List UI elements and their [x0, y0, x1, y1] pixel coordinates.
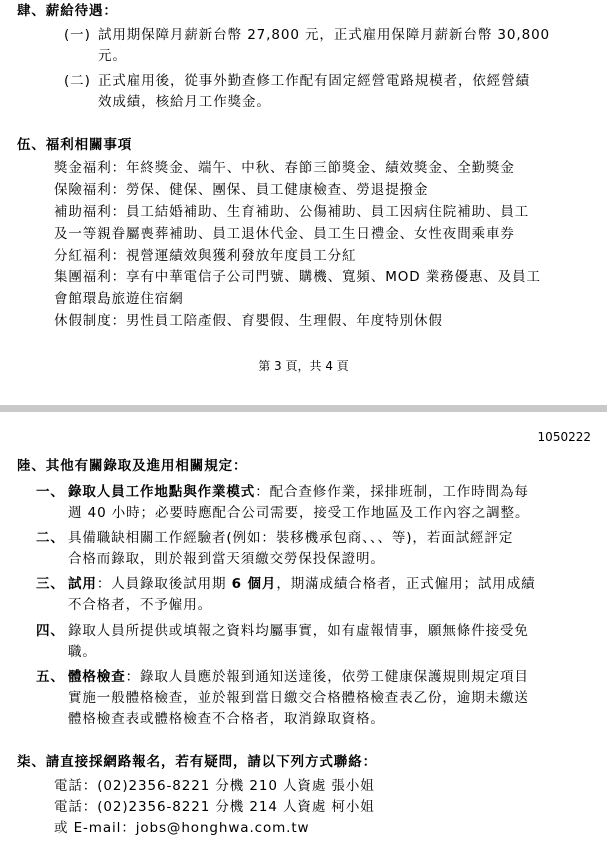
rule-5-number: 五、 — [36, 669, 65, 685]
rule-5-title: 體格檢查 — [68, 669, 126, 685]
section-4-item-1-line-2: 元。 — [98, 48, 127, 64]
contact-phone-1: 電話：(02)2356-8221 分機 210 人資處 張小姐 — [54, 778, 375, 794]
page-footer: 第 3 頁，共 4 頁 — [258, 359, 349, 373]
rule-3-number: 三、 — [36, 576, 65, 592]
rule-4-number: 四、 — [36, 623, 65, 639]
benefit-line: 集團福利：享有中華電信子公司門號、購機、寬頻、MOD 業務優惠、及員工 — [54, 269, 541, 285]
rule-1-number: 一、 — [36, 484, 65, 500]
benefit-line: 保險福利：勞保、健保、團保、員工健康檢查、勞退提撥金 — [54, 182, 429, 198]
rule-1-text: ：配合查修作業，採排班制，工作時間為每 — [255, 484, 529, 500]
rule-3-period: 6 個月 — [231, 576, 277, 592]
section-5-heading: 伍、福利相關事項 — [17, 137, 133, 153]
contact-phone-2: 電話：(02)2356-8221 分機 214 人資處 柯小姐 — [54, 799, 375, 815]
benefit-line: 及一等親眷屬喪葬補助、員工退休代金、員工生日禮金、女性夜間乘車券 — [54, 226, 515, 242]
rule-1-line-2: 週 40 小時；必要時應配合公司需要，接受工作地區及工作內容之調整。 — [68, 505, 530, 521]
rule-3-line-2: 不合格者，不予僱用。 — [68, 597, 212, 613]
benefit-line: 獎金福利：年終獎金、端午、中秋、春節三節獎金、績效獎金、全勤獎金 — [54, 160, 515, 176]
rule-4-line-2: 職。 — [68, 644, 97, 660]
rule-3-text-a: ：人員錄取後試用期 — [96, 576, 232, 592]
rule-3-line-1 — [68, 574, 536, 594]
rule-5-line-3: 體格檢查表或體格檢查不合格者，取消錄取資格。 — [68, 711, 385, 727]
benefit-line: 休假制度：男性員工陪產假、育嬰假、生理假、年度特別休假 — [54, 313, 443, 329]
section-4-item-2-number: (二) — [64, 73, 91, 89]
rule-5-text: ：錄取人員應於報到通知送達後，依勞工健康保護規則規定項目 — [125, 669, 529, 685]
rule-1-title: 錄取人員工作地點與作業模式 — [68, 484, 256, 500]
benefit-line: 會館環島旅遊住宿網 — [54, 291, 184, 307]
section-4-item-2-line-1: 正式雇用後，從事外勤查修工作配有固定經營電路規模者，依經營績 — [98, 73, 530, 89]
benefit-line: 分紅福利：視營運績效與獲利發放年度員工分紅 — [54, 248, 357, 264]
section-7-heading: 柒、請直接採網路報名，若有疑問，請以下列方式聯絡： — [17, 754, 377, 770]
rule-5-line-2: 實施一般體格檢查，並於報到當日繳交合格體格檢查表乙份，逾期未繳送 — [68, 690, 529, 706]
rule-2-line-1: 具備職缺相關工作經驗者(例如：裝移機承包商、、、等)，若面試經評定 — [68, 530, 514, 546]
section-4-item-1-line-1: 試用期保障月薪新台幣 27,800 元，正式雇用保障月薪新台幣 30,800 — [98, 27, 551, 43]
section-4-item-1-number: (一) — [64, 27, 91, 43]
rule-4-line-1: 錄取人員所提供或填報之資料均屬事實，如有虛報情事，願無條件接受免 — [68, 623, 529, 639]
rule-3-title: 試用 — [68, 576, 97, 592]
section-6-heading: 陸、其他有關錄取及進用相關規定： — [17, 458, 248, 474]
rule-5-line-1 — [68, 667, 529, 687]
contact-email: 或 E-mail：jobs@honghwa.com.tw — [54, 820, 310, 836]
page-separator — [0, 405, 607, 412]
document-code: 1050222 — [537, 430, 591, 444]
section-4-item-2-line-2: 效成績，核給月工作獎金。 — [98, 94, 271, 110]
rule-2-line-2: 合格而錄取，則於報到當天須繳交勞保投保證明。 — [68, 551, 385, 567]
benefit-line: 補助福利：員工結婚補助、生育補助、公傷補助、員工因病住院補助、員工 — [54, 204, 530, 220]
rule-1-line-1 — [68, 482, 529, 502]
rule-2-number: 二、 — [36, 530, 65, 546]
section-4-heading: 肆、薪給待遇： — [17, 3, 118, 19]
rule-3-text-b: ，期滿成績合格者，正式僱用；試用成績 — [276, 576, 536, 592]
